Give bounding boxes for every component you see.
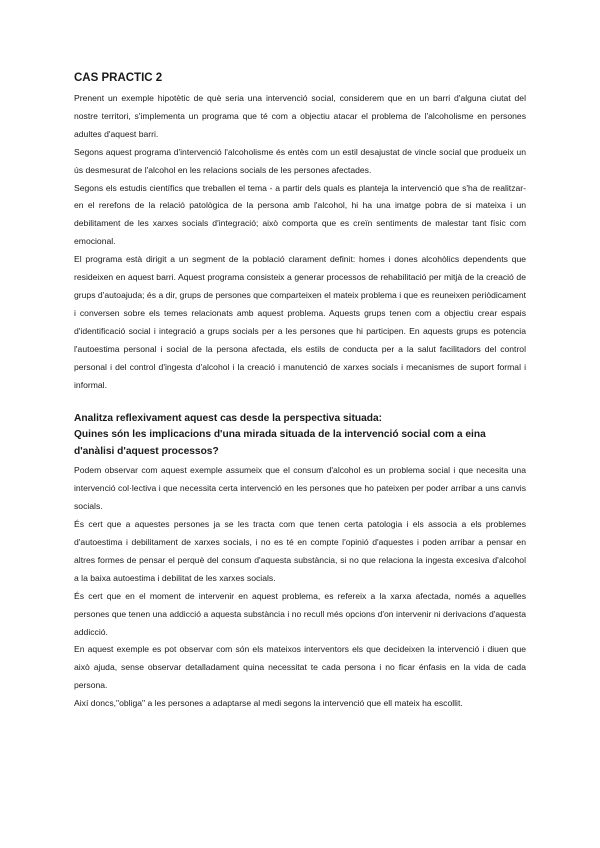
answer-paragraph-4: En aquest exemple es pot observar com són els mateixos interventors els que decideixen la intervenció i diuen que això ajuda, sense observar detalladament quina necessitat te cada persona i no ficar énfasis en la vida de cada persona. [74,644,526,691]
answer-paragraph-1: Podem observar com aquest exemple assumeix que el consum d'alcohol es un problema social i que necesita una intervenció col·lectiva i que necessita certa intervenció en les persones que ho pateixen per poder arribar a uns canvis socials. [74,465,526,512]
intro-paragraph-4: El programa està dirigit a un segment de la població clarament definit: homes i dones alcohòlics dependents que resideixen en aquest barri. Aquest programa consisteix a generar processos de rehabilitació per mitjà de la creació de grups d'autoajuda; és a dir, grups de persones que comparteixen el mateix problema i que es reuneixen periòdicament i conversen sobre els temes relacionats amb aquest problema. Aquests grups tenen com a objectiu crear espais d'identificació social i integració a grups socials per a les persones que hi participen. En aquests grups es potencia l'autoestima personal i social de la persona afectada, els estils de conducta per a la salut facilitadors del control personal i del control d'ingesta d'alcohol i la creació i manutenció de xarxes socials i mecanismes de suport formal i informal. [74,254,526,390]
answer-paragraph-5: Així doncs,"obliga" a les persones a adaptarse al medi segons la intervenció que ell mateix ha escollit. [74,698,463,709]
answer-paragraph-2: És cert que a aquestes persones ja se les tracta com que tenen certa patologia i els associa a els problemes d'autoestima i debilitament de xarxes socials, i no es té en compte l'opinió d'aquestes i poden arribar a pensar en altres formes de pensar el perquè del consum d'aquesta substància, si no que relaciona la ingesta excesiva d'alcohol a la baixa autoestima i debilitat de les xarxes socials. [74,519,526,583]
question-heading-2: Quines són les implicacions d'una mirada situada de la intervenció social com a eina d'anàlisi d'aquest processos? [74,429,486,458]
document-body [74,70,526,713]
question-heading-1: Analitza reflexivament aquest cas desde la perspectiva situada: [74,413,383,425]
document-title: CAS PRACTIC 2 [74,72,163,84]
intro-paragraph-1: Prenent un exemple hipotètic de què seria una intervenció social, considerem que en un barri d'alguna ciutat del nostre territori, s'implementa un programa que té com a objectiu atacar el problema de l'alcoholisme en persones adultes d'aquest barri. [74,93,526,139]
intro-paragraph-3: Segons els estudis científics que treballen el tema - a partir dels quals es planteja la intervenció que s'ha de realitzar- en el rerefons de la relació patològica de la persona amb l'alcohol, hi ha una imatge pobra de si mateixa i un debilitament de les xarxes socials d'integració; això comporta que es creïn sentiments de malestar tant físic com emocional. [74,182,526,247]
answer-paragraph-3: És cert que en el moment de intervenir en aquest problema, es refereix a la xarxa afectada, només a aquelles persones que tenen una addicció a aquesta substància i no recull més opcions d'on intervenir ni derivacions d'aquesta addicció. [74,590,526,637]
intro-paragraph-2: Segons aquest programa d'intervenció l'alcoholisme és entès com un estil desajustat de vincle social que produeix un ús desmesurat de l'alcohol en les relacions socials de les persones afectades. [74,146,526,175]
